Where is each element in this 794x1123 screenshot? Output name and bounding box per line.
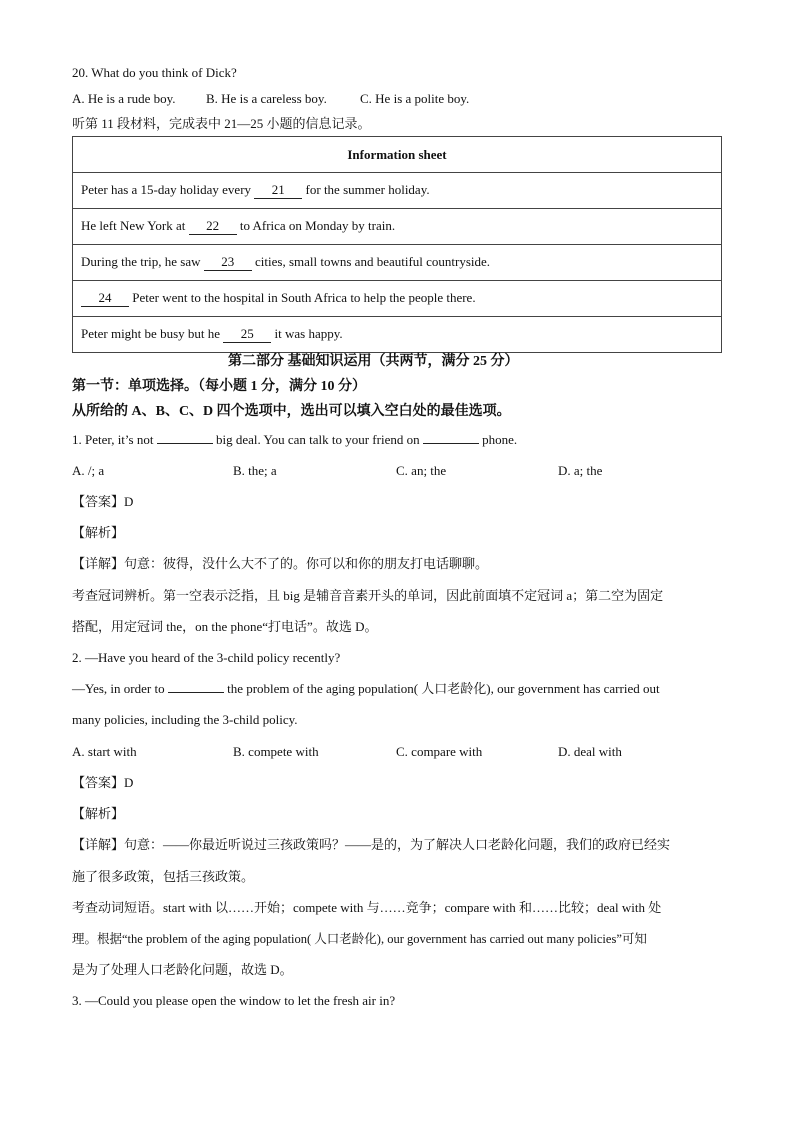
detail-label: 【详解】	[72, 556, 125, 571]
q2-stem-part: the problem of the aging population( 人口老龄化), our government has carried out	[223, 681, 660, 696]
q1-option-b: B. the; a	[233, 463, 277, 478]
q1-stem-part: phone.	[478, 432, 518, 447]
row-text: Peter might be busy but he	[81, 326, 224, 341]
detail-text: 句意：——你最近听说过三孩政策吗？——是的，为了解决人口老龄化问题，我们的政府已经实	[124, 837, 671, 852]
q2-detail-5: 是为了处理人口老龄化问题，故选 D。	[72, 962, 293, 977]
q2-detail-2: 施了很多政策，包括三孩政策。	[72, 869, 255, 884]
section1-instruction: 从所给的 A、B、C、D 四个选项中，选出可以填入空白处的最佳选项。	[72, 404, 511, 419]
q2-answer	[72, 774, 133, 792]
listening-intro: 听第 11 段材料，完成表中 21—25 小题的信息记录。	[72, 116, 371, 131]
q1-detail-2: 考查冠词辨析。第一空表示泛指，且 big 是辅音音素开头的单词，因此前面填不定冠词 a；第二空为固定	[72, 588, 664, 603]
q20-question: 20. What do you think of Dick?	[72, 65, 237, 80]
q2-option-d: D. deal with	[558, 744, 622, 759]
table-row	[73, 317, 722, 353]
q1-detail-3: 搭配，用定冠词 the，on the phone“打电话”。故选 D。	[72, 619, 378, 634]
q1-blank-1	[157, 443, 213, 444]
q2-option-b: B. compete with	[233, 744, 319, 759]
table-row	[73, 173, 722, 209]
q2-option-a: A. start with	[72, 744, 137, 759]
information-sheet-title: Information sheet	[73, 137, 722, 173]
blank-21: 21	[254, 182, 302, 199]
detail-label: 【详解】	[72, 837, 125, 852]
q2-stem-part: —Yes, in order to	[72, 681, 168, 696]
q2-stem-1: 2. —Have you heard of the 3-child policy recently?	[72, 650, 341, 665]
row-text: Peter went to the hospital in South Africa to help the people there.	[129, 290, 476, 305]
blank-25: 25	[223, 326, 271, 343]
answer-value: D	[124, 775, 134, 790]
q1-option-d: D. a; the	[558, 463, 603, 478]
q20-option-a: A. He is a rude boy.	[72, 91, 176, 106]
q2-option-c: C. compare with	[396, 744, 483, 759]
q1-detail	[72, 555, 488, 573]
q2-detail-3: 考查动词短语。start with 以……开始；compete with 与……竞争；compare with 和……比较；deal with 处	[72, 900, 662, 915]
q1-stem	[72, 431, 517, 449]
q1-blank-2	[423, 443, 479, 444]
blank-23: 23	[204, 254, 252, 271]
row-text: Peter has a 15-day holiday every	[81, 182, 255, 197]
table-row	[73, 245, 722, 281]
row-text: He left New York at	[81, 218, 189, 233]
q2-detail	[72, 836, 670, 854]
answer-label: 【答案】	[72, 775, 125, 790]
table-row	[73, 209, 722, 245]
row-text: it was happy.	[271, 326, 343, 341]
information-sheet-table	[72, 136, 722, 353]
q1-stem-part: big deal. You can talk to your friend on	[212, 432, 423, 447]
q1-stem-part: 1. Peter, it’s not	[72, 432, 157, 447]
q2-stem-2	[72, 680, 660, 698]
blank-22: 22	[189, 218, 237, 235]
answer-label: 【答案】	[72, 494, 125, 509]
part2-title: 第二部分 基础知识运用（共两节，满分 25 分）	[228, 354, 519, 369]
q1-analysis-label: 【解析】	[72, 525, 125, 540]
q1-answer	[72, 493, 133, 511]
table-row	[73, 281, 722, 317]
q2-stem-3: many policies, including the 3-child policy.	[72, 712, 298, 727]
row-text: for the summer holiday.	[302, 182, 430, 197]
q1-option-c: C. an; the	[396, 463, 447, 478]
row-text: to Africa on Monday by train.	[236, 218, 396, 233]
answer-value: D	[124, 494, 134, 509]
row-text: cities, small towns and beautiful countryside.	[251, 254, 491, 269]
q2-analysis-label: 【解析】	[72, 806, 125, 821]
q20-option-c: C. He is a polite boy.	[360, 91, 470, 106]
q1-option-a: A. /; a	[72, 463, 105, 478]
q20-option-b: B. He is a careless boy.	[206, 91, 327, 106]
q3-stem: 3. —Could you please open the window to let the fresh air in?	[72, 993, 396, 1008]
blank-24: 24	[81, 290, 129, 307]
q2-blank	[168, 692, 224, 693]
section1-title: 第一节：单项选择。（每小题 1 分，满分 10 分）	[72, 379, 366, 394]
row-text: During the trip, he saw	[81, 254, 204, 269]
q2-detail-4: 理。根据“the problem of the aging population( 人口老龄化), our government has carried out many policies”可知	[72, 932, 647, 946]
detail-text: 句意：彼得，没什么大不了的。你可以和你的朋友打电话聊聊。	[124, 556, 489, 571]
